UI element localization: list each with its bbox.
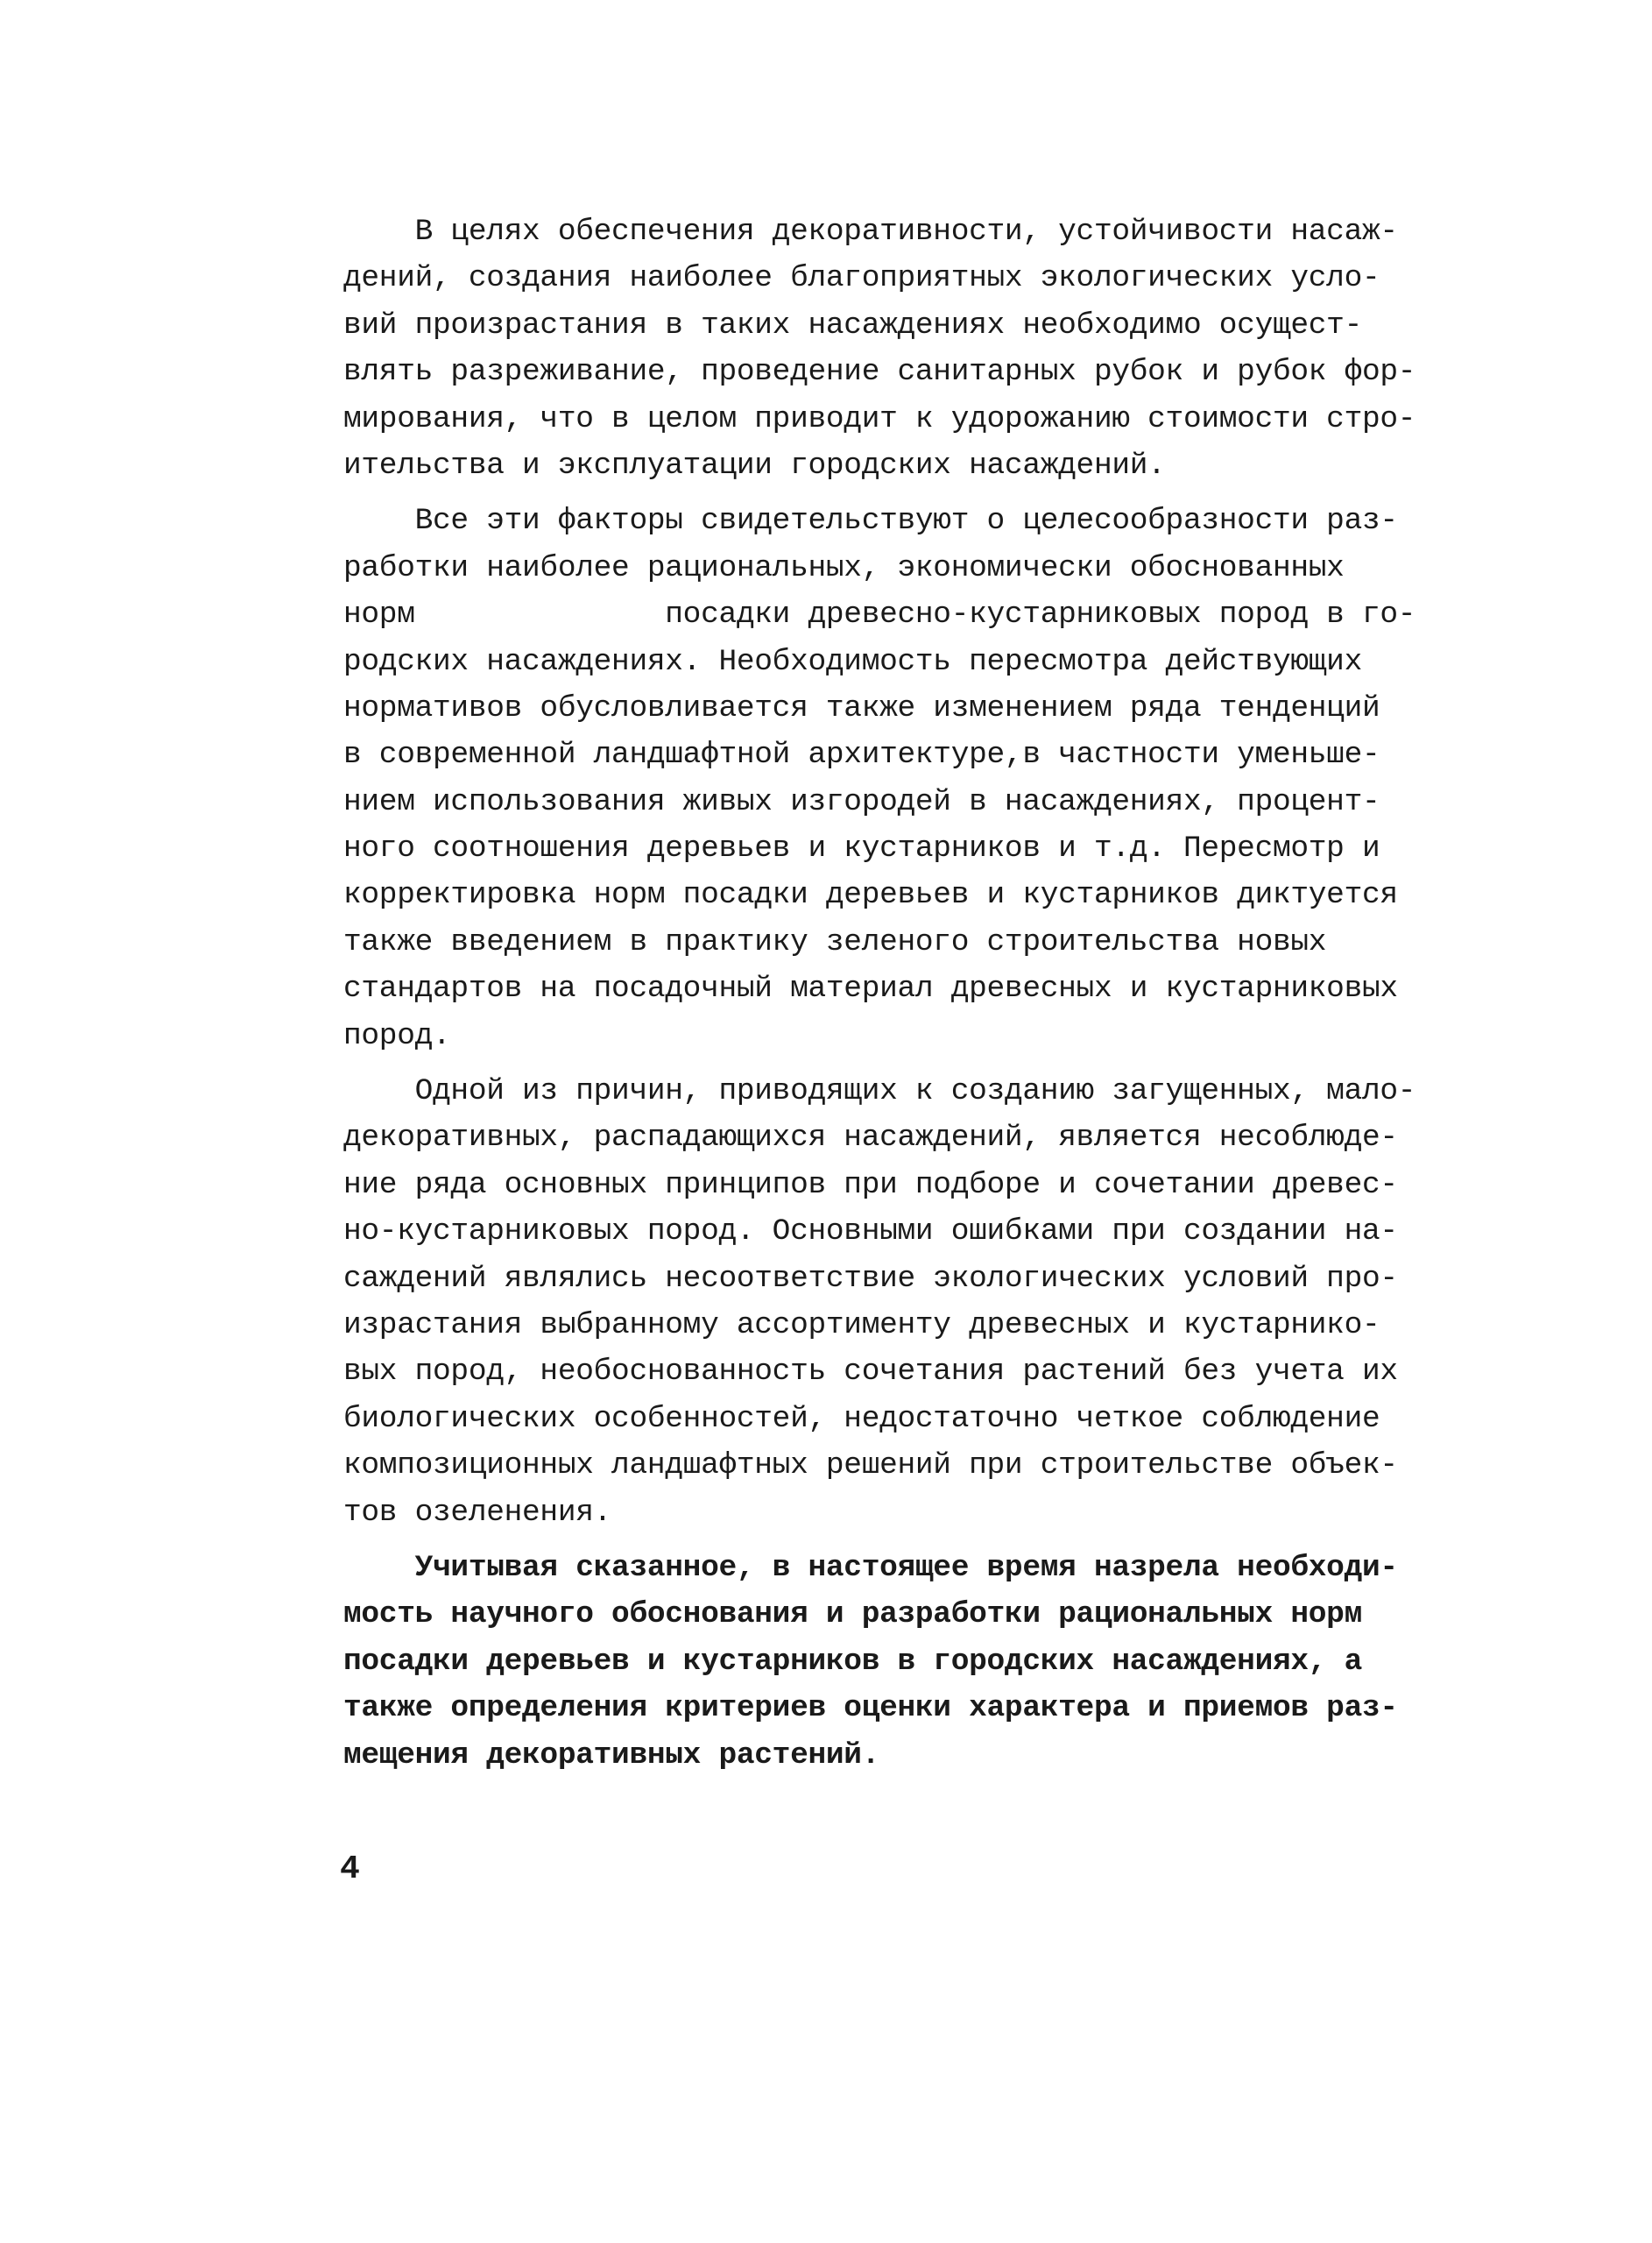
paragraph	[343, 1068, 1438, 1536]
text-line: тов озеленения.	[343, 1495, 612, 1530]
text-line: В целях обеспечения декоративности, устойчивости насаж-	[343, 215, 1398, 249]
text-line: декоративных, распадающихся насаждений, является несоблюде-	[343, 1121, 1398, 1156]
paragraph-gap	[343, 489, 1438, 498]
paragraph	[343, 209, 1438, 489]
text-line: корректировка норм посадки деревьев и кустарников диктуется	[343, 878, 1398, 913]
text-line: также введением в практику зеленого строительства новых	[343, 924, 1327, 959]
paragraph	[343, 1545, 1438, 1779]
text-line: Все эти факторы свидетельствуют о целесообразности раз-	[343, 504, 1398, 539]
text-line: биологических особенностей, недостаточно четкое соблюдение	[343, 1401, 1380, 1436]
text-line: нормативов обусловливается также изменением ряда тенденций	[343, 690, 1380, 725]
text-line: также определения критериев оценки характера и приемов раз-	[343, 1691, 1398, 1726]
text-line: ние ряда основных принципов при подборе и сочетании древес-	[343, 1167, 1398, 1202]
text-line: израстания выбранному ассортименту древесных и кустарнико-	[343, 1307, 1380, 1342]
text-line: дений, создания наиболее благоприятных экологических усло-	[343, 261, 1380, 296]
text-line: стандартов на посадочный материал древесных и кустарниковых	[343, 972, 1398, 1007]
text-line: вых пород, необоснованность сочетания растений без учета их	[343, 1355, 1398, 1390]
text-line: ного соотношения деревьев и кустарников и т.д. Пересмотр и	[343, 831, 1380, 867]
paragraph-gap	[343, 1536, 1438, 1545]
text-line: композиционных ландшафтных решений при строительстве объек-	[343, 1448, 1398, 1483]
text-line: вий произрастания в таких насаждениях необходимо осущест-	[343, 308, 1362, 343]
text-line: ительства и эксплуатации городских насаждений.	[343, 448, 1166, 483]
text-line: родских насаждениях. Необходимость пересмотра действующих	[343, 644, 1362, 679]
text-line: пород.	[343, 1018, 451, 1053]
text-line: в современной ландшафтной архитектуре,в частности уменьше-	[343, 738, 1380, 773]
text-line: Учитывая сказанное, в настоящее время назрела необходи-	[343, 1550, 1398, 1585]
page-number: 4	[340, 1850, 360, 1888]
text-line: мещения декоративных растений.	[343, 1737, 880, 1772]
text-line: нием использования живых изгородей в насаждениях, процент-	[343, 784, 1380, 819]
paragraph-gap	[343, 1059, 1438, 1068]
text-line: норм посадки древесно-кустарниковых пород в го-	[343, 598, 1416, 633]
text-line: Одной из причин, приводящих к созданию загущенных, мало-	[343, 1074, 1416, 1109]
body-text	[343, 209, 1438, 1779]
text-line: мость научного обоснования и разработки рациональных норм	[343, 1597, 1362, 1632]
text-line: мирования, что в целом приводит к удорожанию стоимости стро-	[343, 401, 1416, 436]
text-line: влять разреживание, проведение санитарных рубок и рубок фор-	[343, 355, 1416, 390]
text-line: посадки деревьев и кустарников в городских насаждениях, а	[343, 1644, 1362, 1679]
text-line: работки наиболее рациональных, экономически обоснованных	[343, 550, 1345, 585]
text-line: но-кустарниковых пород. Основными ошибками при создании на-	[343, 1214, 1398, 1249]
paragraph	[343, 498, 1438, 1059]
text-line: саждений являлись несоответствие экологических условий про-	[343, 1261, 1398, 1296]
